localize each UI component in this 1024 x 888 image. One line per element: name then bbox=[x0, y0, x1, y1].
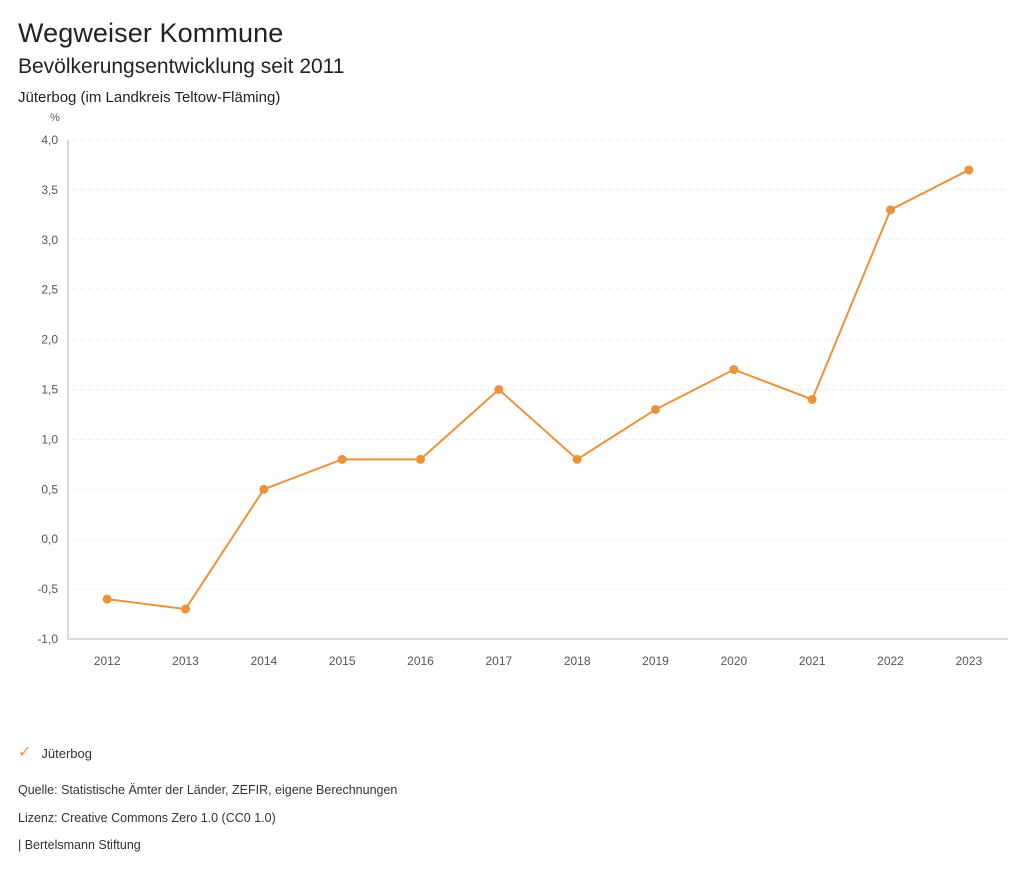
x-axis-tick-label: 2018 bbox=[563, 654, 591, 668]
page-title: Wegweiser Kommune bbox=[18, 18, 284, 48]
data-point[interactable] bbox=[259, 485, 268, 494]
data-point[interactable] bbox=[416, 455, 425, 464]
x-axis-tick-label: 2021 bbox=[798, 654, 826, 668]
y-axis-tick-label: 2,0 bbox=[41, 332, 58, 347]
license-text: Lizenz: Creative Commons Zero 1.0 (CC0 1.0) bbox=[18, 810, 276, 825]
y-axis-tick-label: 3,5 bbox=[41, 182, 58, 197]
data-point[interactable] bbox=[338, 455, 347, 464]
x-axis-tick-label: 2015 bbox=[328, 654, 356, 668]
page-subtitle: Bevölkerungsentwicklung seit 2011 bbox=[18, 55, 345, 78]
check-icon: ✓ bbox=[18, 744, 32, 761]
data-point[interactable] bbox=[964, 165, 973, 174]
publisher-text: | Bertelsmann Stiftung bbox=[18, 838, 141, 852]
y-axis-tick-label: 4,0 bbox=[41, 133, 58, 147]
data-point[interactable] bbox=[808, 395, 817, 404]
y-axis-tick-label: -1,0 bbox=[37, 632, 58, 646]
data-point[interactable] bbox=[729, 365, 738, 374]
data-point[interactable] bbox=[181, 605, 190, 614]
y-axis-tick-label: 2,5 bbox=[41, 282, 58, 297]
region-label: Jüterbog (im Landkreis Teltow-Fläming) bbox=[18, 89, 281, 106]
x-axis-tick-label: 2016 bbox=[407, 654, 434, 668]
x-axis-tick-label: 2020 bbox=[720, 654, 748, 668]
x-axis-tick-label: 2022 bbox=[877, 654, 904, 668]
data-point[interactable] bbox=[103, 595, 112, 604]
y-axis-tick-label: 3,0 bbox=[41, 232, 58, 247]
chart-container bbox=[0, 112, 1024, 692]
y-axis-tick-label: 0,5 bbox=[41, 482, 58, 497]
chart-footer bbox=[18, 784, 397, 867]
data-point[interactable] bbox=[886, 205, 895, 214]
y-axis-tick-label: 1,0 bbox=[41, 432, 58, 447]
page-header bbox=[0, 0, 1024, 106]
legend-item-label: Jüterbog bbox=[41, 745, 92, 761]
source-text: Quelle: Statistische Ämter der Länder, ZEFIR, eigene Berechnungen bbox=[18, 783, 398, 797]
x-axis-tick-label: 2014 bbox=[250, 654, 278, 668]
chart-legend[interactable] bbox=[18, 745, 92, 761]
x-axis-tick-label: 2017 bbox=[485, 654, 513, 668]
y-axis-tick-label: 1,5 bbox=[41, 382, 58, 397]
y-axis-tick-label: 0,0 bbox=[41, 532, 58, 547]
y-axis-tick-label: -0,5 bbox=[37, 582, 58, 597]
x-axis-tick-label: 2023 bbox=[955, 654, 983, 668]
data-point[interactable] bbox=[573, 455, 582, 464]
x-axis-tick-label: 2013 bbox=[172, 654, 199, 668]
data-point[interactable] bbox=[494, 385, 503, 394]
x-axis-tick-label: 2012 bbox=[93, 654, 121, 668]
y-axis-unit-label: % bbox=[50, 112, 60, 124]
line-chart bbox=[0, 112, 1024, 692]
x-axis-tick-label: 2019 bbox=[642, 654, 669, 668]
data-point[interactable] bbox=[651, 405, 660, 414]
